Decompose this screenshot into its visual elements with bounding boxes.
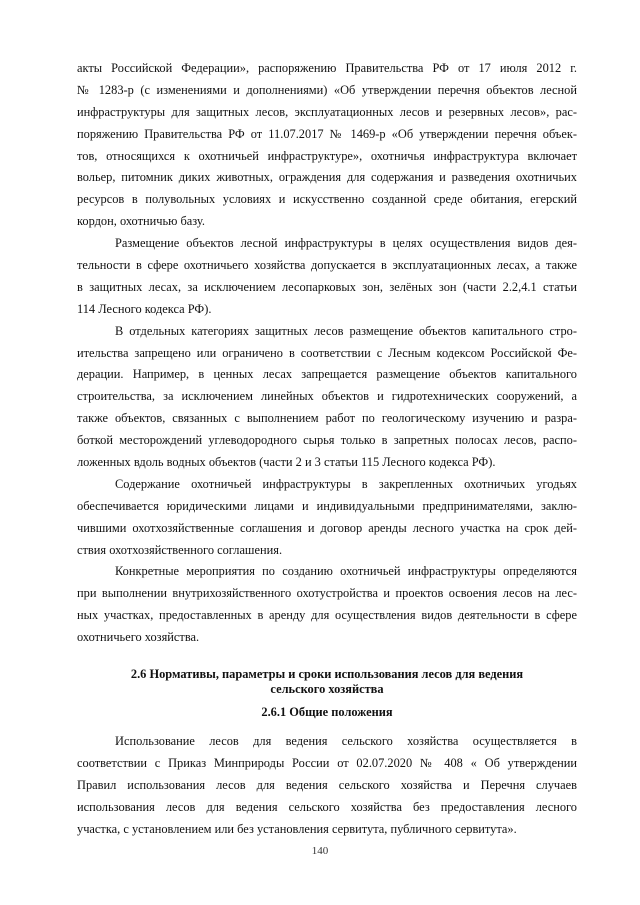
- body-text-upper: [77, 58, 577, 649]
- text-line: ложенных вдоль водных объектов (части 2 и 3 статьи 115 Лесного кодекса РФ).: [77, 455, 496, 470]
- text-line: Размещение объектов лесной инфраструктуры в целях осуществления видов дея-: [115, 236, 577, 251]
- text-line: строительства, за исключением линейных объектов и гидротехнических сооружений, а: [77, 389, 577, 404]
- text-line: вольер, питомник диких животных, ограждения для содержания и разведения охотничьих: [77, 170, 577, 185]
- text-line: В отдельных категориях защитных лесов размещение объектов капитального стро-: [115, 323, 577, 338]
- text-line: поряжению Правительства РФ от 11.07.2017 № 1469-р «Об утверждении перечня объек-: [77, 126, 577, 141]
- paragraph: [77, 474, 577, 562]
- text-line: ных участках, предоставленных в аренду для осуществления видов деятельности в сфере: [77, 608, 577, 623]
- text-line: ресурсов в полувольных условиях и искусственно созданной среде обитания, егерский: [77, 192, 577, 207]
- text-line: 114 Лесного кодекса РФ).: [77, 301, 212, 316]
- text-line: также объектов, связанных с выполнением работ по геологическому изучению и разра-: [77, 411, 577, 426]
- text-line: Конкретные мероприятия по созданию охотничьей инфраструктуры определяются: [115, 564, 577, 579]
- text-line: участка, с установлением или без установления сервитута, публичного сервитута».: [77, 821, 517, 836]
- text-line: охотничьего хозяйства.: [77, 630, 200, 645]
- text-line: Использование лесов для ведения сельского хозяйства осуществляется в: [115, 734, 577, 748]
- section-heading-line: сельского хозяйства: [270, 682, 384, 696]
- text-line: ительства запрещено или ограничено в соответствии с Лесным кодексом Российской Фе-: [77, 345, 577, 360]
- paragraph: [77, 321, 577, 474]
- text-line: чившими охотхозяйственные соглашения и договор аренды лесного участка на срок дей-: [77, 520, 577, 535]
- text-line: соответствии с Приказ Минприроды России от 02.07.2020 № 408 « Об утверждении: [77, 755, 577, 770]
- text-line: при выполнении внутрихозяйственного охотустройства и проектов освоения лесов на лес-: [77, 586, 577, 601]
- text-line: ствия охотхозяйственного соглашения.: [77, 542, 283, 557]
- text-line: инфраструктуры для защитных лесов, эксплуатационных лесов и резервных лесов», рас-: [77, 104, 577, 119]
- text-line: использования лесов для ведения сельского хозяйства без предоставления лесного: [77, 799, 577, 814]
- text-line: тов, относящихся к охотничьей инфраструктуре», охотничья инфраструктура включает: [77, 148, 577, 163]
- body-text-lower: [77, 731, 577, 840]
- text-line: Содержание охотничьей инфраструктуры в закрепленных охотничьих угодьях: [115, 476, 577, 491]
- page-number: 140: [311, 845, 329, 857]
- text-line: в защитных лесах, за исключением лесопарковых зон, зелёных зон (части 2.2,4.1 статьи: [77, 279, 577, 294]
- text-line: дерации. Например, в ценных лесах запрещается размещение объектов капитального: [77, 367, 577, 382]
- paragraph: [77, 731, 577, 840]
- text-line: Правил использования лесов для ведения сельского хозяйства и Перечня случаев: [77, 777, 577, 792]
- text-line: кордон, охотничью базу.: [77, 214, 205, 229]
- text-line: акты Российской Федерации», распоряжению Правительства РФ от 17 июля 2012 г.: [77, 61, 577, 75]
- paragraph: [77, 561, 577, 649]
- section-heading: [77, 667, 577, 697]
- text-line: № 1283-р (с изменениями и дополнениями) «Об утверждении перечня объектов лесной: [77, 82, 577, 97]
- paragraph: [77, 58, 577, 233]
- text-line: обеспечивается юридическими лицами и индивидуальными предпринимателями, заклю-: [77, 498, 577, 513]
- section-heading-line: 2.6 Нормативы, параметры и сроки использования лесов для ведения: [130, 667, 524, 681]
- text-line: тельности в сфере охотничьего хозяйства допускается в эксплуатационных лесах, а также: [77, 258, 577, 273]
- text-line: боткой месторождений углеводородного сырья только в запретных полосах лесов, распо-: [77, 433, 577, 448]
- paragraph: [77, 233, 577, 321]
- subsection-heading: 2.6.1 Общие положения: [261, 705, 393, 719]
